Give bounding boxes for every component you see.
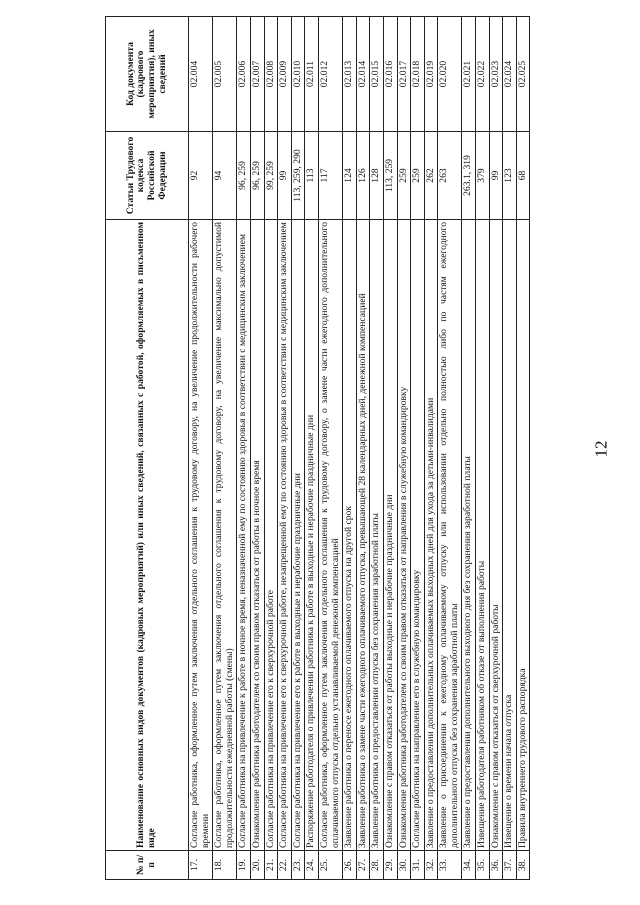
row-number: 18. [213,851,237,880]
row-articles: 96, 259 [237,132,251,220]
row-articles: 259 [397,132,411,220]
table-row [438,17,462,880]
table-body [189,17,530,880]
row-code: 02.007 [250,17,264,132]
row-number: 25. [318,851,342,880]
row-articles: 99 [278,132,292,220]
row-name: Согласие работника, оформленное путем заключения отдельного соглашения к трудовому договору, на увеличение максимально допустимой продолжительности ежедневной работы (смены) [213,220,237,851]
header-articles: Статьи Трудового кодекса Российской Федерации [106,132,189,220]
table-row [397,17,411,880]
row-articles: 92 [189,132,213,220]
row-articles: 379 [476,132,490,220]
table-row [343,17,357,880]
row-number: 32. [424,851,438,880]
row-articles: 124 [343,132,357,220]
table-row [489,17,503,880]
row-articles: 123 [503,132,517,220]
row-code: 02.021 [462,17,476,132]
row-code: 02.017 [397,17,411,132]
row-code: 02.020 [438,17,462,132]
row-articles: 113 [305,132,319,220]
row-articles: 128 [370,132,384,220]
row-name: Согласие работника, оформленное путем заключения отдельного соглашения к трудовому договору, на увеличение продолжительности рабочего времени [189,220,213,851]
row-name: Ознакомление работника работодателем со своим правом отказаться от направления в служебную командировку [397,220,411,851]
row-code: 02.006 [237,17,251,132]
table-row [189,17,213,880]
row-code: 02.010 [291,17,305,132]
row-number: 30. [397,851,411,880]
table-row [213,17,237,880]
row-code: 02.014 [356,17,370,132]
row-number: 28. [370,851,384,880]
row-code: 02.012 [318,17,342,132]
row-code: 02.013 [343,17,357,132]
row-name: Заявление работника о замене части ежегодного оплачиваемого отпуска, превышающей 28 календарных дней, денежной компенсацией [356,220,370,851]
table-row [516,17,530,880]
documents-table [105,16,530,880]
row-name: Заявление о предоставлении дополнительных оплачиваемых выходных дней для ухода за детьми-инвалидами [424,220,438,851]
row-number: 36. [489,851,503,880]
row-articles: 99 [489,132,503,220]
row-code: 02.004 [189,17,213,132]
row-articles: 113, 259 [383,132,397,220]
row-articles: 94 [213,132,237,220]
table-row [237,17,251,880]
row-number: 34. [462,851,476,880]
row-name: Ознакомление с правом отказаться от сверхурочной работы [489,220,503,851]
row-articles: 68 [516,132,530,220]
row-name: Согласие работника на привлечение к работе в ночное время, неназначенной ему по состоянию здоровья в соответствии с медицинским заключением [237,220,251,851]
row-number: 24. [305,851,319,880]
row-name: Согласие работника на привлечение его к сверхурочной работе, незапрещенной ему по состоянию здоровья в соответствии с медицинским заключением [278,220,292,851]
row-code: 02.025 [516,17,530,132]
table-header-row [106,17,189,880]
table-row [250,17,264,880]
table-row [476,17,490,880]
row-number: 27. [356,851,370,880]
row-articles: 262 [424,132,438,220]
table-row [278,17,292,880]
header-code: Код документа (кадрового мероприятия), иных сведений [106,17,189,132]
row-articles: 259 [411,132,425,220]
row-name: Согласие работника на привлечение его к работе в выходные и нерабочие праздничные дни [291,220,305,851]
row-number: 20. [250,851,264,880]
row-name: Согласие работника на направление его в служебную командировку [411,220,425,851]
row-code: 02.024 [503,17,517,132]
row-number: 23. [291,851,305,880]
row-name: Согласие работника, оформленное путем заключения отдельного соглашения к трудовому договору, о замене части ежегодного дополнительного оплачиваемого отпуска отдельно устанавливаемой денежной компенсацией [318,220,342,851]
row-number: 19. [237,851,251,880]
row-code: 02.015 [370,17,384,132]
header-num: № п/п [106,851,189,880]
row-code: 02.008 [264,17,278,132]
row-articles: 126 [356,132,370,220]
row-name: Извещение о времени начала отпуска [503,220,517,851]
row-number: 31. [411,851,425,880]
table-row [356,17,370,880]
row-code: 02.023 [489,17,503,132]
row-name: Заявление работника о предоставлении отпуска без сохранения заработной платы [370,220,384,851]
header-name: Наименование основных видов документов (кадровых мероприятий) или иных сведений, связанных с работой, оформляемых в письменном виде [106,220,189,851]
table-row [264,17,278,880]
row-number: 33. [438,851,462,880]
table-row [462,17,476,880]
row-name: Заявление работника о переносе ежегодного оплачиваемого отпуска на другой срок [343,220,357,851]
row-number: 26. [343,851,357,880]
row-name: Распоряжение работодателя о привлечении работника к работе в выходные и нерабочие праздничные дни [305,220,319,851]
row-name: Согласие работника на привлечение его к сверхурочной работе [264,220,278,851]
row-code: 02.009 [278,17,292,132]
table-row [424,17,438,880]
table-row [305,17,319,880]
row-code: 02.005 [213,17,237,132]
row-code: 02.019 [424,17,438,132]
table-row [411,17,425,880]
row-number: 35. [476,851,490,880]
row-number: 17. [189,851,213,880]
row-articles: 263.1, 319 [462,132,476,220]
row-number: 37. [503,851,517,880]
table-row [291,17,305,880]
row-number: 21. [264,851,278,880]
row-code: 02.011 [305,17,319,132]
row-articles: 96, 259 [250,132,264,220]
table-row [318,17,342,880]
row-name: Ознакомление работника работодателем со своим правом отказаться от работы в ночное время [250,220,264,851]
table-row [503,17,517,880]
row-name: Извещение работодателя работником об отказе от выполнения работы [476,220,490,851]
row-articles: 99, 259 [264,132,278,220]
row-code: 02.018 [411,17,425,132]
row-articles: 113, 259, 290 [291,132,305,220]
row-name: Заявление о присоединении к ежегодному оплачиваемому отпуску или использовании отдельно полностью либо по частям ежегодного дополнительного отпуска без сохранения заработной платы [438,220,462,851]
table-row [370,17,384,880]
row-number: 22. [278,851,292,880]
row-number: 29. [383,851,397,880]
row-articles: 263 [438,132,462,220]
row-code: 02.016 [383,17,397,132]
row-number: 38. [516,851,530,880]
row-name: Заявление о предоставлении дополнительного выходного дня без сохранения заработной платы [462,220,476,851]
document-table-container [105,29,619,880]
row-name: Правила внутреннего трудового распорядка [516,220,530,851]
row-articles: 117 [318,132,342,220]
page-number: 12 [591,440,611,458]
table-row [383,17,397,880]
row-code: 02.022 [476,17,490,132]
row-name: Ознакомление с правом отказаться от работы выходные и нерабочие праздничные дни [383,220,397,851]
